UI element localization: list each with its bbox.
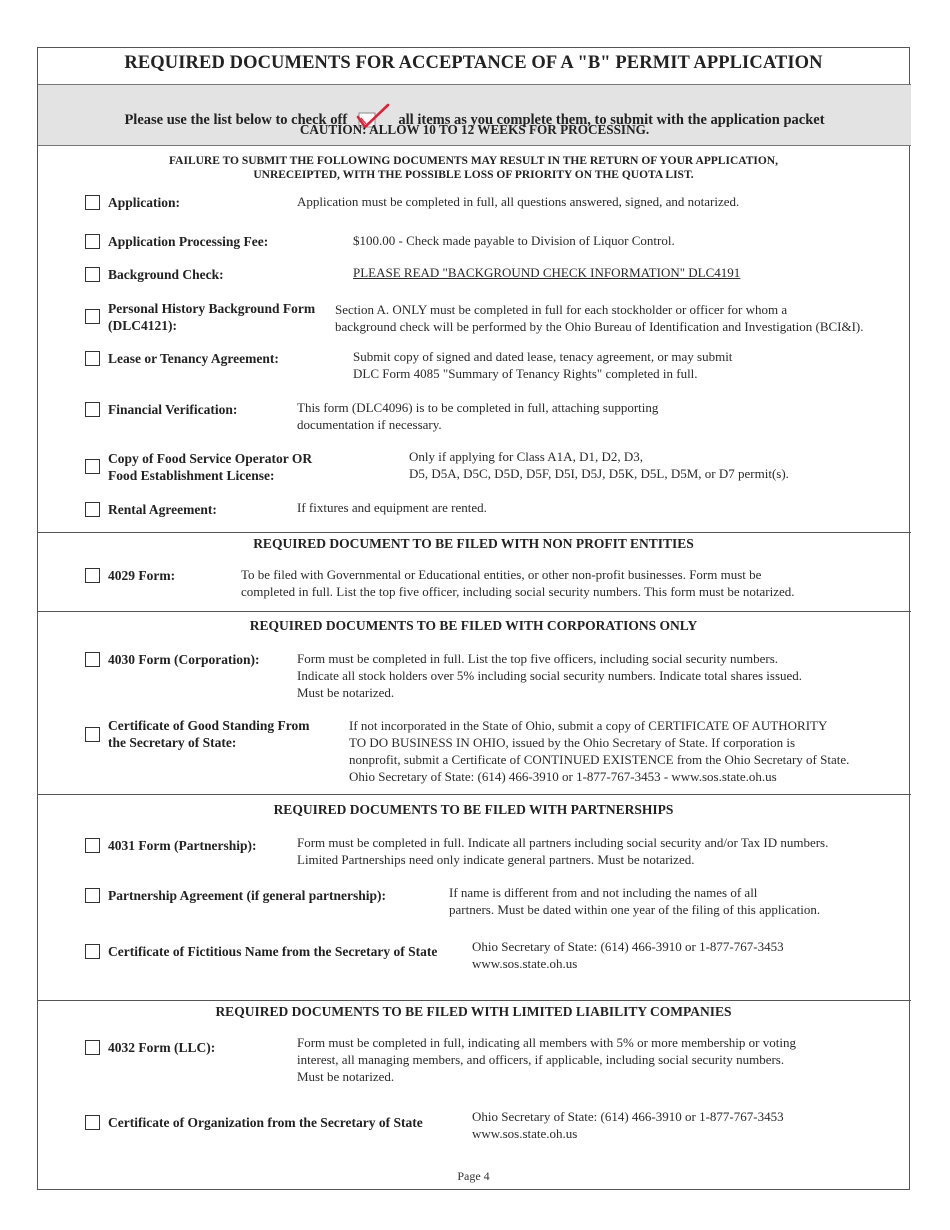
desc-4031-form xyxy=(297,834,828,868)
desc-processing-fee xyxy=(353,232,675,249)
page-title: REQUIRED DOCUMENTS FOR ACCEPTANCE OF A "B" PERMIT APPLICATION xyxy=(124,53,823,73)
desc-line: D5, D5A, D5C, D5D, D5F, D5I, D5J, D5K, D5L, D5M, or D7 permit(s). xyxy=(409,466,789,481)
checkbox-4030-form[interactable] xyxy=(85,652,100,667)
checkbox-rental[interactable] xyxy=(85,502,100,517)
checkbox-fictitious-name[interactable] xyxy=(85,944,100,959)
desc-line: TO DO BUSINESS IN OHIO, issued by the Ohio Secretary of State. If corporation is xyxy=(349,735,796,750)
desc-line: Form must be completed in full. Indicate all partners including social security and/or Tax ID numbers. xyxy=(297,835,829,850)
desc-line: documentation if necessary. xyxy=(297,417,442,432)
desc-4030-form xyxy=(297,650,802,701)
desc-line: www.sos.state.oh.us xyxy=(472,956,578,971)
desc-line: Ohio Secretary of State: (614) 466-3910 or 1-877-767-3453 xyxy=(472,939,784,954)
desc-line: Form must be completed in full, indicating all members with 5% or more membership or voting xyxy=(297,1035,796,1050)
desc-line: This form (DLC4096) is to be completed in full, attaching supporting xyxy=(297,400,659,415)
desc-line: Section A. ONLY must be completed in full for each stockholder or officer for whom a xyxy=(335,302,788,317)
desc-line: Must be notarized. xyxy=(297,685,395,700)
label-personal-history xyxy=(108,300,315,334)
label-food-license xyxy=(108,450,312,484)
desc-line: $100.00 - Check made payable to Division of Liquor Control. xyxy=(353,233,675,248)
desc-line: www.sos.state.oh.us xyxy=(472,1126,578,1141)
desc-personal-history xyxy=(335,301,864,335)
label-fictitious-name: Certificate of Fictitious Name from the Secretary of State xyxy=(108,944,438,959)
desc-certificate-organization xyxy=(472,1108,784,1142)
desc-rental xyxy=(297,499,487,516)
desc-line: DLC Form 4085 "Summary of Tenancy Rights" completed in full. xyxy=(353,366,698,381)
desc-line: Ohio Secretary of State: (614) 466-3910 or 1-877-767-3453 - www.sos.state.oh.us xyxy=(349,769,777,784)
banner-caution: CAUTION: ALLOW 10 TO 12 WEEKS FOR PROCESSING. xyxy=(299,122,650,137)
desc-application xyxy=(297,193,739,210)
desc-financial xyxy=(297,399,658,433)
desc-4029-form xyxy=(241,566,795,600)
label-4032-form: 4032 Form (LLC): xyxy=(108,1040,216,1055)
desc-4032-form xyxy=(297,1034,796,1085)
desc-line: To be filed with Governmental or Educational entities, or other non-profit businesses. Form must be xyxy=(241,567,762,582)
checkbox-financial[interactable] xyxy=(85,402,100,417)
desc-line: Application must be completed in full, all questions answered, signed, and notarized. xyxy=(297,194,740,209)
label-4029-form: 4029 Form: xyxy=(108,568,176,583)
checkbox-4029-form[interactable] xyxy=(85,568,100,583)
checkbox-certificate-organization[interactable] xyxy=(85,1115,100,1130)
desc-line: If fixtures and equipment are rented. xyxy=(297,500,487,515)
label-certificate-organization: Certificate of Organization from the Secretary of State xyxy=(108,1115,423,1130)
desc-line: If name is different from and not including the names of all xyxy=(449,885,758,900)
checkbox-4031-form[interactable] xyxy=(85,838,100,853)
desc-good-standing xyxy=(349,717,849,785)
section-divider xyxy=(38,794,911,795)
desc-fictitious-name xyxy=(472,938,784,972)
section-divider xyxy=(38,611,911,612)
label-line: Copy of Food Service Operator OR xyxy=(108,451,313,466)
section-title-nonprofit: REQUIRED DOCUMENT TO BE FILED WITH NON PROFIT ENTITIES xyxy=(253,536,694,551)
link-background-check-info[interactable] xyxy=(353,264,740,281)
label-rental: Rental Agreement: xyxy=(108,502,217,517)
label-line: Personal History Background Form xyxy=(108,301,316,316)
section-divider xyxy=(38,1000,911,1001)
checkbox-partnership-agreement[interactable] xyxy=(85,888,100,903)
desc-line: interest, all managing members, and officers, if applicable, including social security numbers. xyxy=(297,1052,785,1067)
desc-line: Ohio Secretary of State: (614) 466-3910 or 1-877-767-3453 xyxy=(472,1109,784,1124)
desc-lease xyxy=(353,348,732,382)
document-frame xyxy=(37,47,910,1190)
label-4031-form: 4031 Form (Partnership): xyxy=(108,838,257,853)
label-financial: Financial Verification: xyxy=(108,402,238,417)
instruction-banner xyxy=(38,84,911,146)
desc-partnership-agreement xyxy=(449,884,820,918)
checkbox-application[interactable] xyxy=(85,195,100,210)
label-line: Food Establishment License: xyxy=(108,468,275,483)
checkbox-good-standing[interactable] xyxy=(85,727,100,742)
desc-line: background check will be performed by the Ohio Bureau of Identification and Investigation (BCI&I). xyxy=(335,319,864,334)
desc-line: Submit copy of signed and dated lease, tenacy agreement, or may submit xyxy=(353,349,733,364)
label-processing-fee: Application Processing Fee: xyxy=(108,234,269,249)
desc-line: PLEASE READ "BACKGROUND CHECK INFORMATION" DLC4191 xyxy=(353,265,741,280)
checkbox-4032-form[interactable] xyxy=(85,1040,100,1055)
page-number: Page 4 xyxy=(457,1169,490,1183)
section-title-llc: REQUIRED DOCUMENTS TO BE FILED WITH LIMITED LIABILITY COMPANIES xyxy=(215,1004,732,1019)
label-partnership-agreement: Partnership Agreement (if general partnership): xyxy=(108,888,386,903)
desc-line: Limited Partnerships need only indicate general partners. Must be notarized. xyxy=(297,852,695,867)
checkbox-lease[interactable] xyxy=(85,351,100,366)
label-line: the Secretary of State: xyxy=(108,735,237,750)
checkbox-background-check[interactable] xyxy=(85,267,100,282)
label-4030-form: 4030 Form (Corporation): xyxy=(108,652,260,667)
desc-line: partners. Must be dated within one year of the filing of this application. xyxy=(449,902,821,917)
desc-line: If not incorporated in the State of Ohio, submit a copy of CERTIFICATE OF AUTHORITY xyxy=(349,718,828,733)
section-title-partnerships: REQUIRED DOCUMENTS TO BE FILED WITH PARTNERSHIPS xyxy=(273,802,674,817)
desc-line: nonprofit, submit a Certificate of CONTINUED EXISTENCE from the Ohio Secretary of State. xyxy=(349,752,850,767)
checkbox-food-license[interactable] xyxy=(85,459,100,474)
banner-text-pre: Please use the list below to check off xyxy=(124,112,348,128)
warning-line-1: FAILURE TO SUBMIT THE FOLLOWING DOCUMENTS MAY RESULT IN THE RETURN OF YOUR APPLICATION, xyxy=(169,155,778,167)
label-good-standing xyxy=(108,717,309,751)
checkbox-personal-history[interactable] xyxy=(85,309,100,324)
label-lease: Lease or Tenancy Agreement: xyxy=(108,351,279,366)
desc-line: completed in full. List the top five officer, including social security numbers. This form must be notarized. xyxy=(241,584,795,599)
warning-line-2: UNRECEIPTED, WITH THE POSSIBLE LOSS OF PRIORITY ON THE QUOTA LIST. xyxy=(253,169,694,181)
desc-food-license xyxy=(409,448,789,482)
desc-line: Only if applying for Class A1A, D1, D2, D3, xyxy=(409,449,643,464)
label-line: (DLC4121): xyxy=(108,318,177,333)
desc-line: Form must be completed in full. List the top five officers, including social security numbers. xyxy=(297,651,779,666)
label-application: Application: xyxy=(108,195,181,210)
desc-line: Must be notarized. xyxy=(297,1069,395,1084)
label-background-check: Background Check: xyxy=(108,267,224,282)
banner-text-post: all items as you complete them, to submit with the application packet xyxy=(398,112,825,128)
desc-line: Indicate all stock holders over 5% including social security numbers. Indicate total shares issued. xyxy=(297,668,803,683)
section-title-corporations: REQUIRED DOCUMENTS TO BE FILED WITH CORPORATIONS ONLY xyxy=(249,618,698,633)
checkbox-processing-fee[interactable] xyxy=(85,234,100,249)
label-line: Certificate of Good Standing From xyxy=(108,718,310,733)
section-divider xyxy=(38,532,911,533)
